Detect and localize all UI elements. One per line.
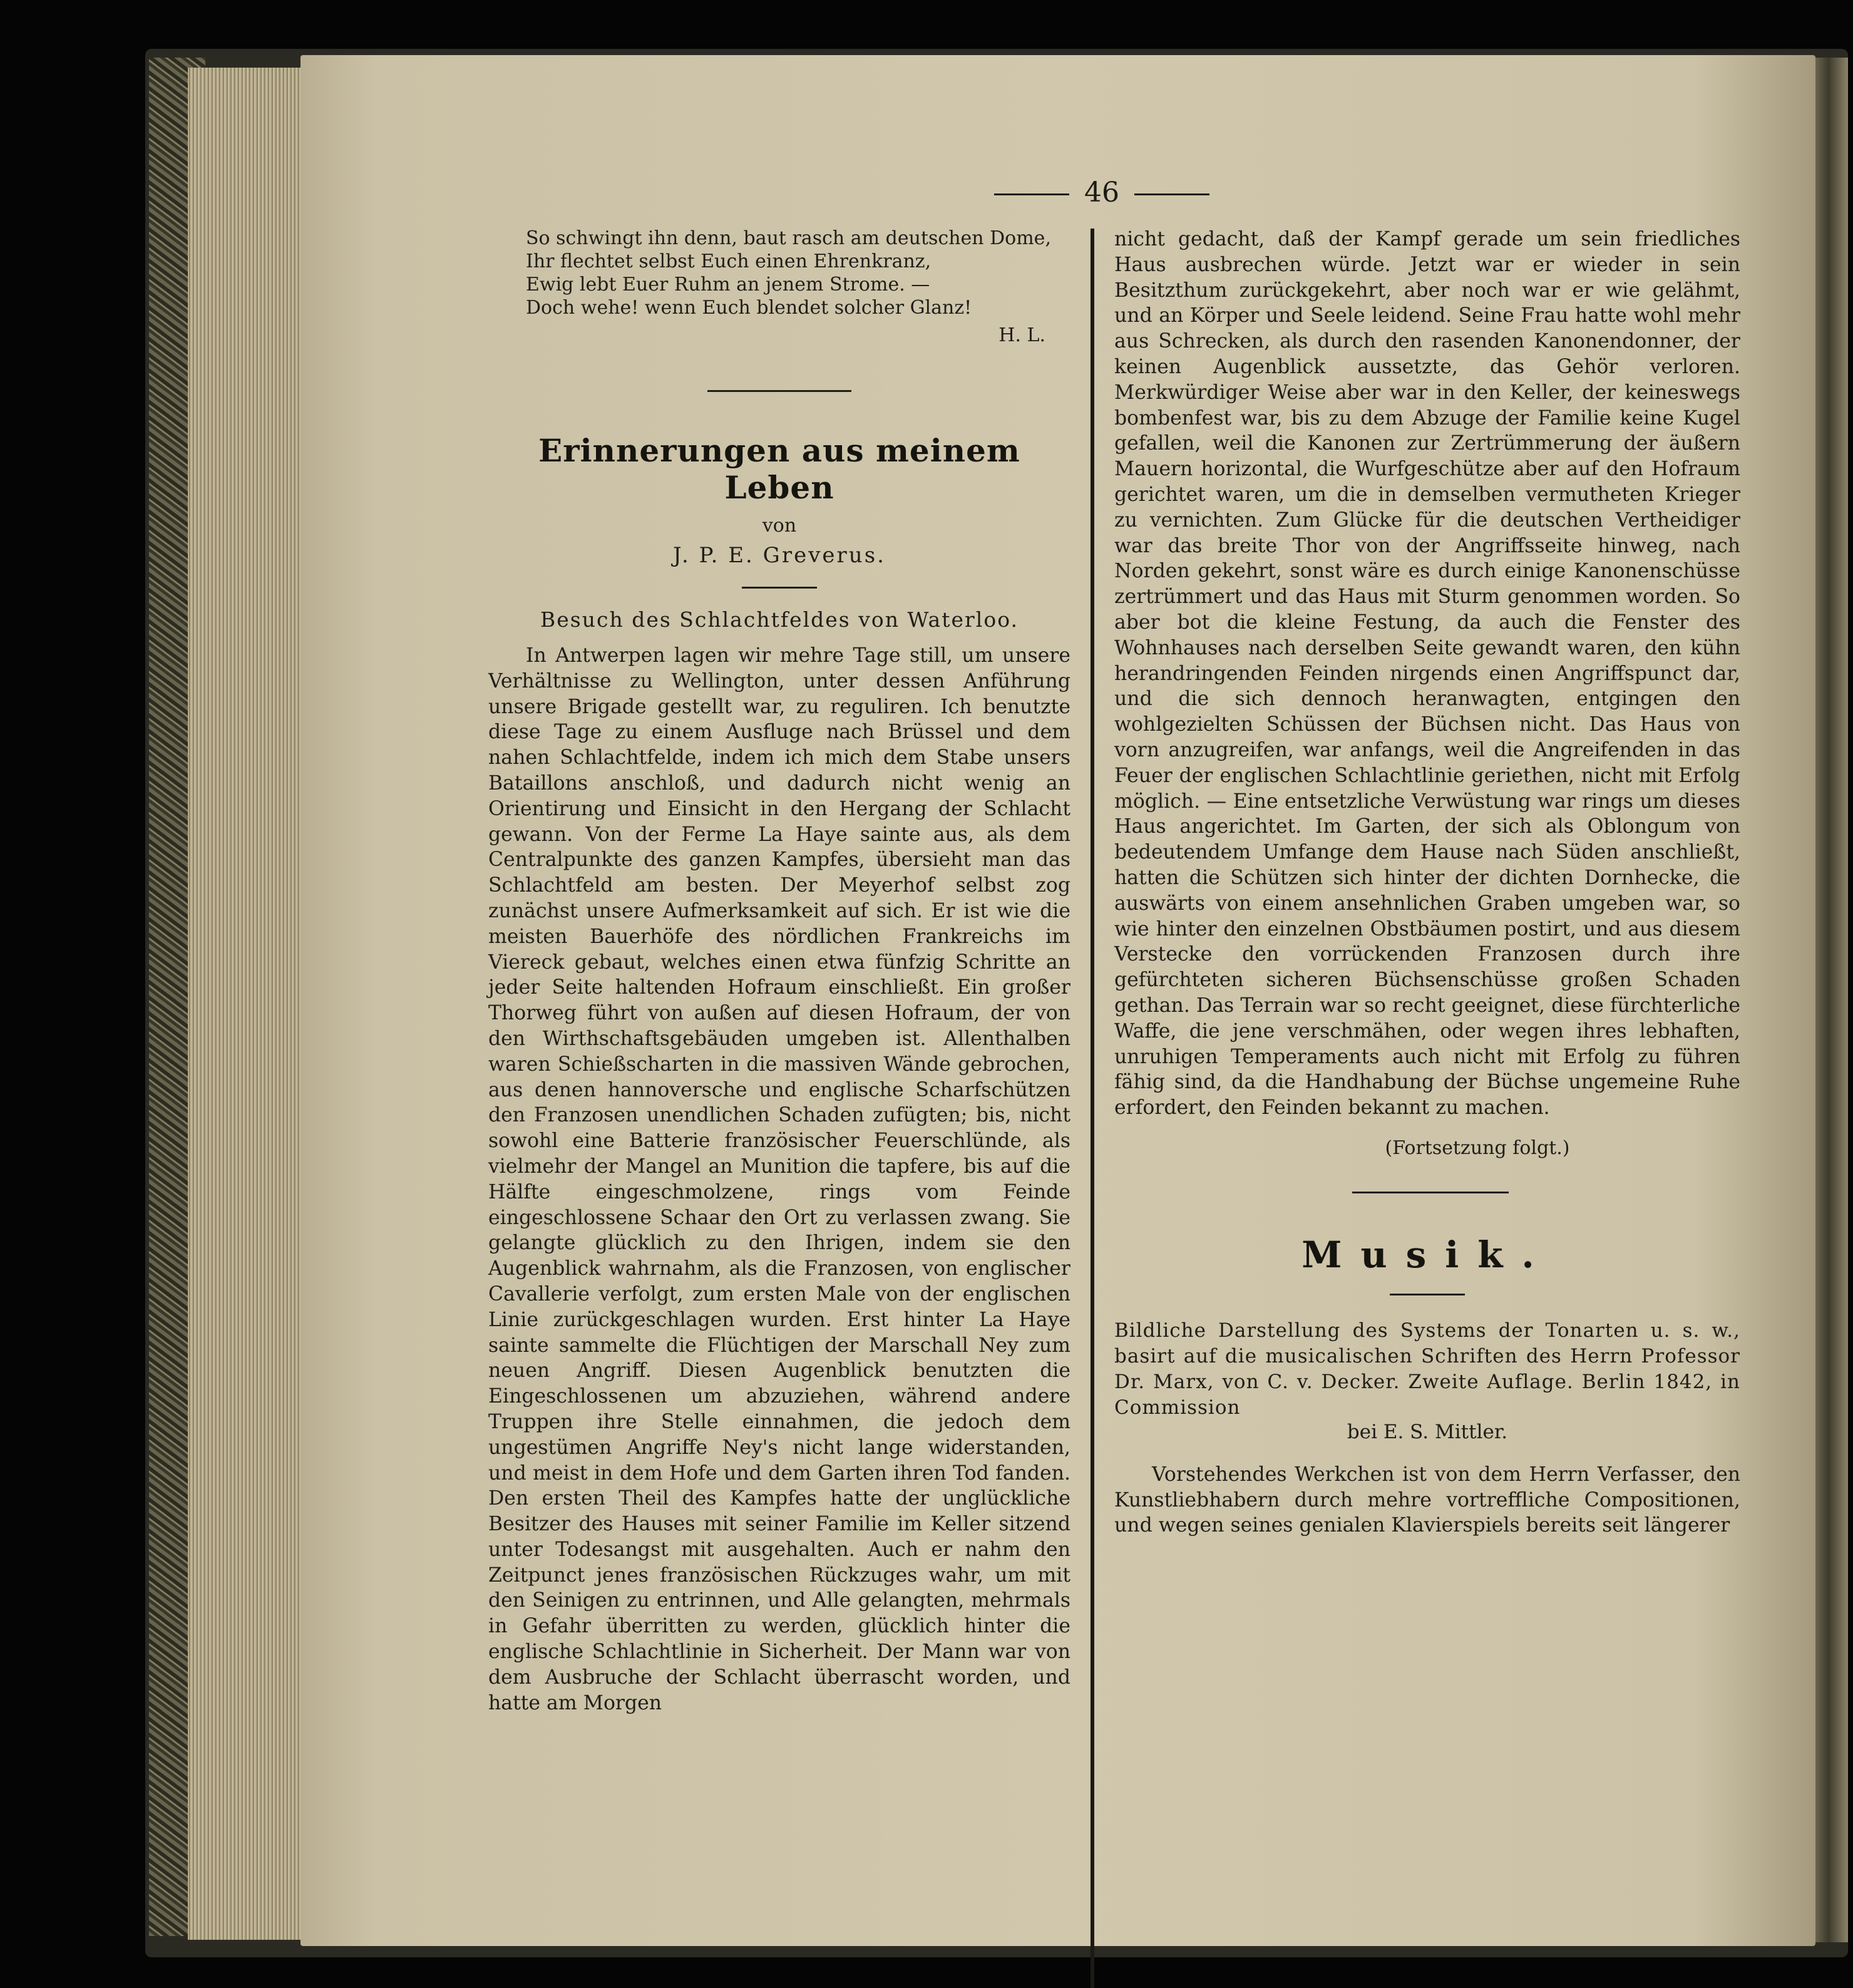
book-reference: Bildliche Darstellung des Systems der Tonarten u. s. w., basirt auf die musicalischen Schriften des Herrn Professor Dr. Marx, von C. v. Decker. Zweite Auflage. Berlin 1842, in Commission (1114, 1319, 1740, 1419)
poem-line: Ewig lebt Euer Ruhm an jenem Strome. — (526, 274, 930, 296)
page-edges (188, 68, 313, 1940)
page-number: 46 (977, 177, 1227, 209)
poem (526, 227, 1070, 319)
title-rule (1390, 1294, 1465, 1295)
music-section-title: Musik. (1301, 1233, 1553, 1276)
right-column (1114, 227, 1740, 1538)
section-rule (1352, 1192, 1509, 1193)
poem-line: Ihr flechtet selbst Euch einen Ehrenkranz, (526, 250, 932, 272)
article-paragraph-continued: nicht gedacht, daß der Kampf gerade um sein friedliches Haus ausbrechen würde. Jetzt war er wieder in sein Besitzthum zurückgekehrt, aber noch war er wie gelähmt, und an Körper und Seele leidend. Seine Frau hatte wohl mehr aus Schrecken, als durch den rasenden Kanonendonner, der keinen Augenblick aussetzte, das Gehör verloren. Merkwürdiger Weise aber war in den Keller, der keineswegs bombenfest war, bis zu dem Abzuge der Familie keine Kugel gefallen, weil die Kanonen zur Zertrümmerung der äußern Mauern horizontal, die Wurfgeschütze aber auf den Hofraum gerichtet waren, um die in demselben vermutheten Krieger zu vernichten. Zum Glücke für die deutschen Vertheidiger war das breite Thor von der Angriffsseite hinweg, nach Norden gekehrt, sonst wäre es durch einige Kanonenschüsse zertrümmert und das Haus mit Sturm genommen worden. So aber bot die kleine Festung, da auch die Fenster des Wohnhauses nach derselben Seite gewandt waren, den kühn herandringenden Feinden nirgends einen Angriffspunct dar, und die sich dennoch heranwagten, entgingen den wohlgezielten Schüssen der Büchsen nicht. Das Haus von vorn anzugreifen, war anfangs, weil die Angreifenden in das Feuer der englischen Schlachtlinie geriethen, nicht mit Erfolg möglich. — Eine entsetzliche Verwüstung war rings um dieses Haus angerichtet. Im Garten, der sich als Oblongum von bedeutendem Umfange dem Hause nach Süden anschließt, hatten die Schützen sich hinter der dichten Dornhecke, die auswärts von einem ansehnlichen Graben umgeben war, so wie hinter den einzelnen Obstbäumen postirt, und aus diesem Verstecke den vorrückenden Franzosen durch ihre gefürchteten sicheren Büchsenschüsse großen Schaden gethan. Das Terrain war so recht geeignet, diese fürchterliche Waffe, die jene verschmähen, oder wegen ihres lebhaften, unruhigen Temperaments auch nicht mit Erfolg zu führen fähig sind, da die Handhabung der Büchse ungemeine Ruhe erfordert, den Feinden bekannt zu machen. (1114, 228, 1740, 1120)
poem-line: So schwingt ihn denn, baut rasch am deutschen Dome, (526, 227, 1051, 249)
byline-von: von (762, 515, 797, 537)
title-rule (742, 587, 817, 589)
left-column (488, 227, 1070, 1716)
article-body-right (1114, 227, 1740, 1121)
column-divider (1091, 229, 1094, 1988)
facing-page-edge (1815, 58, 1848, 1942)
review-paragraph: Vorstehendes Werkchen ist von dem Herrn Verfasser, den Kunstliebhabern durch mehre vortreffliche Compositionen, und wegen seines genialen Klavierspiels bereits seit längerer (1114, 1463, 1740, 1537)
continuation-note: (Fortsetzung folgt.) (1385, 1136, 1570, 1159)
review-body (1114, 1462, 1740, 1538)
book-reference-publisher: bei E. S. Mittler. (1347, 1420, 1508, 1443)
article-subtitle: Besuch des Schlachtfeldes von Waterloo. (540, 607, 1019, 632)
article-author: J. P. E. Greverus. (673, 543, 886, 568)
section-rule (707, 390, 851, 392)
article-paragraph: In Antwerpen lagen wir mehre Tage still, um unsere Verhältnisse zu Wellington, unter dessen Anführung unsere Brigade gestellt war, zu reguliren. Ich benutzte diese Tage zu einem Ausfluge nach Brüssel und dem nahen Schlachtfelde, indem ich mich dem Stabe unsers Bataillons anschloß, und dadurch nicht wenig an Orientirung und Einsicht in den Hergang der Schlacht gewann. Von der Ferme La Haye sainte aus, als dem Centralpunkte des ganzen Kampfes, übersieht man das Schlachtfeld am besten. Der Meyerhof selbst zog zunächst unsere Aufmerksamkeit auf sich. Er ist wie die meisten Bauerhöfe des nördlichen Frankreichs im Viereck gebaut, welches einen etwa fünfzig Schritte an jeder Seite haltenden Hofraum einschließt. Ein großer Thorweg führt von außen auf diesen Hofraum, der von den Wirthschaftsgebäuden umgeben ist. Allenthalben waren Schießscharten in die massiven Wände gebrochen, aus denen hannoversche und englische Scharfschützen den Franzosen unendlichen Schaden zufügten; bis, nicht sowohl eine Batterie französischer Feuerschlünde, als vielmehr der Mangel an Munition die tapfere, bis auf die Hälfte eingeschmolzene, rings vom Feinde eingeschlossene Schaar den Ort zu verlassen zwang. Sie gelangte glücklich zu den Ihrigen, indem sie den Augenblick wahrnahm, als die Franzosen, von englischer Cavallerie verfolgt, zum ersten Male von der englischen Linie zurückgeschlagen wurden. Erst hinter La Haye sainte sammelte die Flüchtigen der Marschall Ney zum neuen Angriff. Diesen Augenblick benutzten die Eingeschlossenen um abzuziehen, während andere Truppen ihre Stelle einnahmen, die jedoch dem ungestümen Angriffe Ney's nicht lange widerstanden, und meist in dem Hofe und dem Garten ihren Tod fanden. Den ersten Theil des Kampfes hatte der unglückliche Besitzer des Hauses mit seiner Familie im Keller sitzend unter Todesangst mit ausgehalten. Auch er nahm den Zeitpunct jenes französischen Rückzuges wahr, um mit den Seinigen zu entrinnen, und Alle gelangten, mehrmals in Gefahr überritten zu werden, glücklich hinter die englische Schlachtlinie in Sicherheit. Der Mann war von dem Ausbruche der Schlacht überrascht worden, und hatte am Morgen (488, 644, 1070, 1714)
article-title: Erinnerungen aus meinem Leben (538, 432, 1020, 506)
poem-line: Doch wehe! wenn Euch blendet solcher Glanz! (526, 297, 972, 319)
article-body-left (488, 643, 1070, 1716)
poem-signature: H. L. (998, 324, 1045, 346)
